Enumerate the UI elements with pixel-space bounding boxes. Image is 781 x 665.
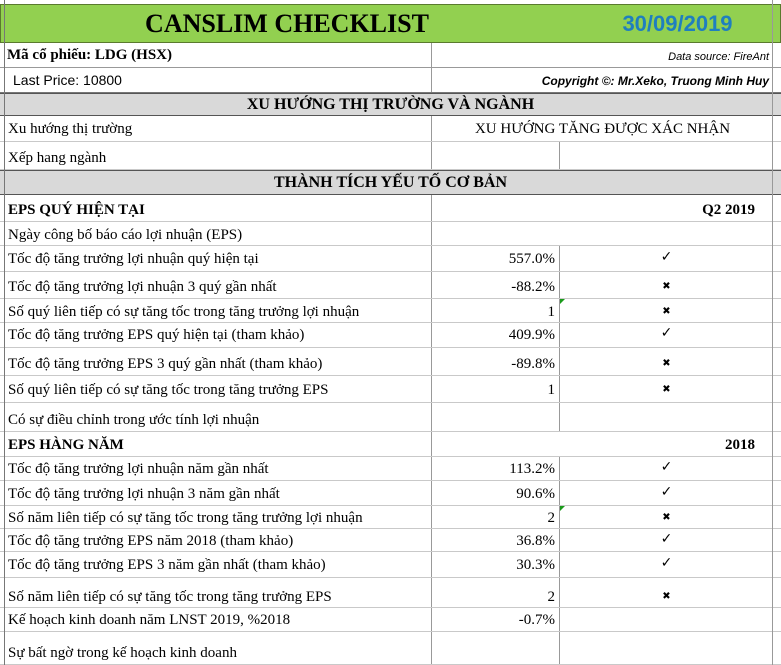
row-value[interactable]: 30.3% — [432, 552, 560, 577]
table-row — [0, 272, 781, 299]
table-row — [0, 481, 781, 506]
row-label[interactable]: Có sự điều chỉnh trong ước tính lợi nhuận — [4, 403, 432, 431]
row-label[interactable]: Tốc độ tăng trưởng lợi nhuận 3 năm gần nhất — [4, 481, 432, 505]
quarterly-period[interactable]: Q2 2019 — [702, 202, 755, 218]
right-border — [772, 0, 773, 665]
section-market-trend — [0, 93, 781, 116]
table-row — [0, 222, 781, 246]
left-border — [4, 0, 5, 665]
copyright[interactable]: Copyright ©: Mr.Xeko, Truong Minh Huy — [541, 74, 769, 88]
industry-rank-value[interactable] — [432, 142, 560, 169]
annual-heading[interactable]: EPS HÀNG NĂM — [4, 432, 432, 456]
ticker-row — [0, 43, 781, 68]
row-value[interactable]: 113.2% — [432, 457, 560, 480]
row-label[interactable]: Số quý liên tiếp có sự tăng tốc trong tăng trưởng lợi nhuận — [4, 299, 432, 322]
row-label[interactable]: Ngày công bố báo cáo lợi nhuận (EPS) — [4, 222, 432, 245]
table-row — [0, 403, 781, 432]
row-value[interactable]: 2 — [432, 506, 560, 528]
table-row — [0, 529, 781, 552]
row-label[interactable]: Tốc độ tăng trưởng lợi nhuận quý hiện tại — [4, 246, 432, 271]
table-row — [0, 578, 781, 608]
row-label[interactable]: Kế hoạch kinh doanh năm LNST 2019, %2018 — [4, 608, 432, 631]
check-icon[interactable]: ✓ — [660, 484, 673, 500]
table-row — [0, 552, 781, 578]
row-label[interactable]: Tốc độ tăng trưởng EPS 3 năm gần nhất (tham khảo) — [4, 552, 432, 577]
row-label[interactable]: Số năm liên tiếp có sự tăng tốc trong tăng trưởng EPS — [4, 578, 432, 607]
table-row — [0, 299, 781, 323]
industry-rank-row — [0, 142, 781, 170]
section-title-market[interactable]: XU HƯỚNG THỊ TRƯỜNG VÀ NGÀNH — [246, 96, 535, 113]
annual-period[interactable]: 2018 — [725, 437, 755, 453]
market-trend-value[interactable]: XU HƯỚNG TĂNG ĐƯỢC XÁC NHẬN — [474, 121, 731, 137]
cross-icon[interactable]: ✖ — [662, 358, 671, 369]
row-value[interactable] — [432, 403, 560, 431]
row-value[interactable]: 90.6% — [432, 481, 560, 505]
table-row — [0, 506, 781, 529]
annual-heading-row — [0, 432, 781, 457]
row-value[interactable]: 557.0% — [432, 246, 560, 271]
check-icon[interactable]: ✓ — [660, 249, 673, 265]
industry-rank-label[interactable]: Xếp hang ngành — [4, 142, 432, 169]
cross-icon[interactable]: ✖ — [662, 591, 671, 602]
row-check[interactable] — [560, 632, 773, 664]
data-source[interactable]: Data source: FireAnt — [668, 51, 769, 63]
table-row — [0, 632, 781, 665]
table-row — [0, 457, 781, 481]
row-value[interactable]: 36.8% — [432, 529, 560, 551]
cross-icon[interactable]: ✖ — [662, 306, 671, 317]
row-value[interactable]: 1 — [432, 299, 560, 322]
row-label[interactable]: Số quý liên tiếp có sự tăng tốc trong tăng trưởng EPS — [4, 376, 432, 402]
row-label[interactable]: Tốc độ tăng trưởng lợi nhuận 3 quý gần nhất — [4, 272, 432, 298]
quarterly-heading-row — [0, 195, 781, 222]
row-value[interactable]: 409.9% — [432, 323, 560, 347]
market-trend-row — [0, 116, 781, 142]
row-label[interactable]: Số năm liên tiếp có sự tăng tốc trong tăng trưởng lợi nhuận — [4, 506, 432, 528]
cross-icon[interactable]: ✖ — [662, 281, 671, 292]
title-row — [0, 4, 781, 43]
comment-indicator — [560, 506, 565, 511]
sheet-title[interactable]: CANSLIM CHECKLIST — [145, 9, 429, 38]
row-value[interactable]: 2 — [432, 578, 560, 607]
section-fundamentals — [0, 170, 781, 195]
row-label[interactable]: Tốc độ tăng trưởng EPS quý hiện tại (tham khảo) — [4, 323, 432, 347]
table-row — [0, 608, 781, 632]
ticker-label[interactable]: Mã cổ phiếu: LDG (HSX) — [4, 43, 432, 67]
last-price[interactable]: Last Price: 10800 — [4, 68, 432, 92]
last-price-row — [0, 68, 781, 93]
check-icon[interactable]: ✓ — [660, 531, 673, 547]
quarterly-heading[interactable]: EPS QUÝ HIỆN TẠI — [4, 195, 432, 221]
table-row — [0, 348, 781, 376]
table-row — [0, 323, 781, 348]
section-title-fundamentals[interactable]: THÀNH TÍCH YẾU TỐ CƠ BẢN — [273, 174, 508, 191]
table-row — [0, 376, 781, 403]
row-check[interactable] — [560, 403, 773, 431]
row-label[interactable]: Tốc độ tăng trưởng EPS năm 2018 (tham khảo) — [4, 529, 432, 551]
report-date[interactable]: 30/09/2019 — [622, 11, 733, 36]
row-value[interactable]: -0.7% — [432, 608, 560, 631]
check-icon[interactable]: ✓ — [660, 555, 673, 571]
row-label[interactable]: Tốc độ tăng trưởng EPS 3 quý gần nhất (tham khảo) — [4, 348, 432, 375]
market-trend-label[interactable]: Xu hướng thị trường — [4, 116, 432, 141]
table-row — [0, 246, 781, 272]
check-icon[interactable]: ✓ — [660, 325, 673, 341]
industry-rank-check[interactable] — [560, 142, 773, 169]
cross-icon[interactable]: ✖ — [662, 384, 671, 395]
row-value[interactable]: 1 — [432, 376, 560, 402]
comment-indicator — [560, 299, 565, 304]
row-value[interactable]: -89.8% — [432, 348, 560, 375]
check-icon[interactable]: ✓ — [660, 459, 673, 475]
row-label[interactable]: Sự bất ngờ trong kế hoạch kinh doanh — [4, 632, 432, 664]
row-label[interactable]: Tốc độ tăng trưởng lợi nhuận năm gần nhất — [4, 457, 432, 480]
row-check[interactable] — [560, 608, 773, 631]
row-value[interactable] — [432, 222, 773, 245]
row-value[interactable]: -88.2% — [432, 272, 560, 298]
row-value[interactable] — [432, 632, 560, 664]
cross-icon[interactable]: ✖ — [662, 512, 671, 523]
